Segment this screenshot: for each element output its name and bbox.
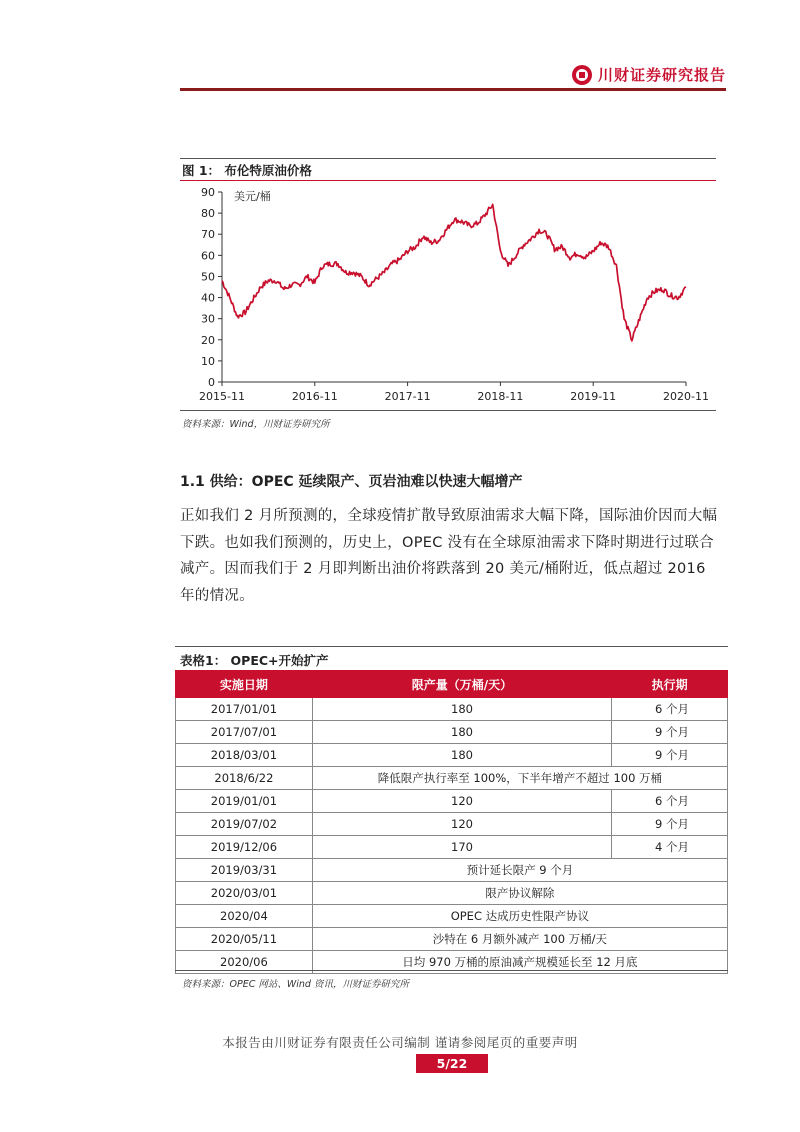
cell-amount: 170 <box>312 836 611 859</box>
cell-note: 沙特在 6 月额外减产 100 万桶/天 <box>312 928 727 951</box>
cell-date: 2019/07/02 <box>176 813 313 836</box>
table-row <box>176 928 728 951</box>
footer-disclaimer: 本报告由川财证券有限责任公司编制 谨请参阅尾页的重要声明 <box>222 1035 578 1050</box>
y-tick-label: 90 <box>201 186 215 199</box>
brand-name: 川财证券研究报告 <box>597 66 726 84</box>
table-row <box>176 859 728 882</box>
cell-amount: 180 <box>312 744 611 767</box>
table-row <box>176 698 728 721</box>
x-tick-label: 2016-11 <box>291 390 338 403</box>
header-amount: 限产量（万桶/天） <box>312 671 611 698</box>
cell-date: 2019/01/01 <box>176 790 313 813</box>
x-tick-label: 2020-11 <box>663 390 709 403</box>
y-tick-label: 60 <box>201 249 215 263</box>
cell-date: 2020/03/01 <box>176 882 313 905</box>
opec-cuts-table <box>175 670 728 974</box>
series-line <box>222 204 686 341</box>
x-axis <box>199 382 709 403</box>
figure-title-rule <box>180 180 716 181</box>
table-row <box>176 836 728 859</box>
cell-date: 2020/06 <box>176 951 313 974</box>
figure-title: 图 1： 布伦特原油价格 <box>182 163 312 178</box>
y-axis <box>201 186 222 389</box>
report-header <box>180 62 726 90</box>
cell-period: 4 个月 <box>612 836 728 859</box>
figure-source: 资料来源：Wind，川财证券研究所 <box>182 419 330 430</box>
cell-date: 2020/05/11 <box>176 928 313 951</box>
table-row <box>176 744 728 767</box>
y-tick-label: 40 <box>201 291 215 305</box>
figure-top-rule <box>180 158 716 159</box>
body-paragraph: 正如我们 2 月所预测的，全球疫情扩散导致原油需求大幅下降，国际油价因而大幅下跌。也如我们预测的，历史上，OPEC 没有在全球原油需求下降时期进行过联合减产。因而我们于 2 月即判断出油价将跌落到 20 美元/桶附近，低点超过 2016 年的情况。 <box>180 508 718 604</box>
y-tick-label: 80 <box>201 207 215 221</box>
table-row <box>176 882 728 905</box>
y-tick-label: 0 <box>208 376 215 389</box>
cell-note: OPEC 达成历史性限产协议 <box>312 905 727 928</box>
section-heading: 1.1 供给：OPEC 延续限产、页岩油难以快速大幅增产 <box>180 474 523 490</box>
cell-date: 2017/07/01 <box>176 721 313 744</box>
x-tick-label: 2019-11 <box>570 390 617 403</box>
y-tick-label: 10 <box>201 354 215 368</box>
cell-note: 日均 970 万桶的原油减产规模延长至 12 月底 <box>312 951 727 974</box>
brand <box>572 64 726 85</box>
x-tick-label: 2018-11 <box>477 390 524 403</box>
cell-amount: 180 <box>312 721 611 744</box>
figure-bottom-rule <box>180 410 716 411</box>
brent-price-chart <box>180 183 716 408</box>
cell-period: 6 个月 <box>612 790 728 813</box>
cell-date: 2017/01/01 <box>176 698 313 721</box>
series-group <box>222 204 686 341</box>
cell-period: 9 个月 <box>612 813 728 836</box>
cell-date: 2019/03/31 <box>176 859 313 882</box>
table-row <box>176 790 728 813</box>
header-period: 执行期 <box>612 671 728 698</box>
header-divider <box>180 88 726 91</box>
table-row <box>176 813 728 836</box>
y-tick-label: 30 <box>201 312 215 326</box>
table-row <box>176 905 728 928</box>
cell-amount: 180 <box>312 698 611 721</box>
cell-date: 2019/12/06 <box>176 836 313 859</box>
table-source: 资料来源：OPEC 网站、Wind 资讯，川财证券研究所 <box>182 979 409 990</box>
cell-amount: 120 <box>312 790 611 813</box>
table-row <box>176 721 728 744</box>
cell-amount: 120 <box>312 813 611 836</box>
cell-date: 2020/04 <box>176 905 313 928</box>
table-bottom-rule <box>175 970 728 971</box>
company-logo-icon <box>572 65 592 85</box>
x-tick-label: 2017-11 <box>384 390 431 403</box>
cell-note: 预计延长限产 9 个月 <box>312 859 727 882</box>
table-title: 表格1： OPEC+开始扩产 <box>180 653 329 668</box>
page-number: 5/22 <box>416 1054 488 1073</box>
y-tick-label: 70 <box>201 228 215 242</box>
cell-date: 2018/03/01 <box>176 744 313 767</box>
table-header-row <box>176 671 728 698</box>
cell-note: 降低限产执行率至 100%，下半年增产不超过 100 万桶 <box>312 767 727 790</box>
table-row <box>176 767 728 790</box>
cell-period: 9 个月 <box>612 721 728 744</box>
cell-period: 9 个月 <box>612 744 728 767</box>
y-tick-label: 50 <box>201 270 215 284</box>
cell-note: 限产协议解除 <box>312 882 727 905</box>
cell-period: 6 个月 <box>612 698 728 721</box>
x-tick-label: 2015-11 <box>199 390 245 403</box>
cell-date: 2018/6/22 <box>176 767 313 790</box>
header-date: 实施日期 <box>176 671 313 698</box>
y-tick-label: 20 <box>201 333 215 347</box>
table-top-rule <box>175 646 728 647</box>
y-axis-label: 美元/桶 <box>234 190 271 203</box>
